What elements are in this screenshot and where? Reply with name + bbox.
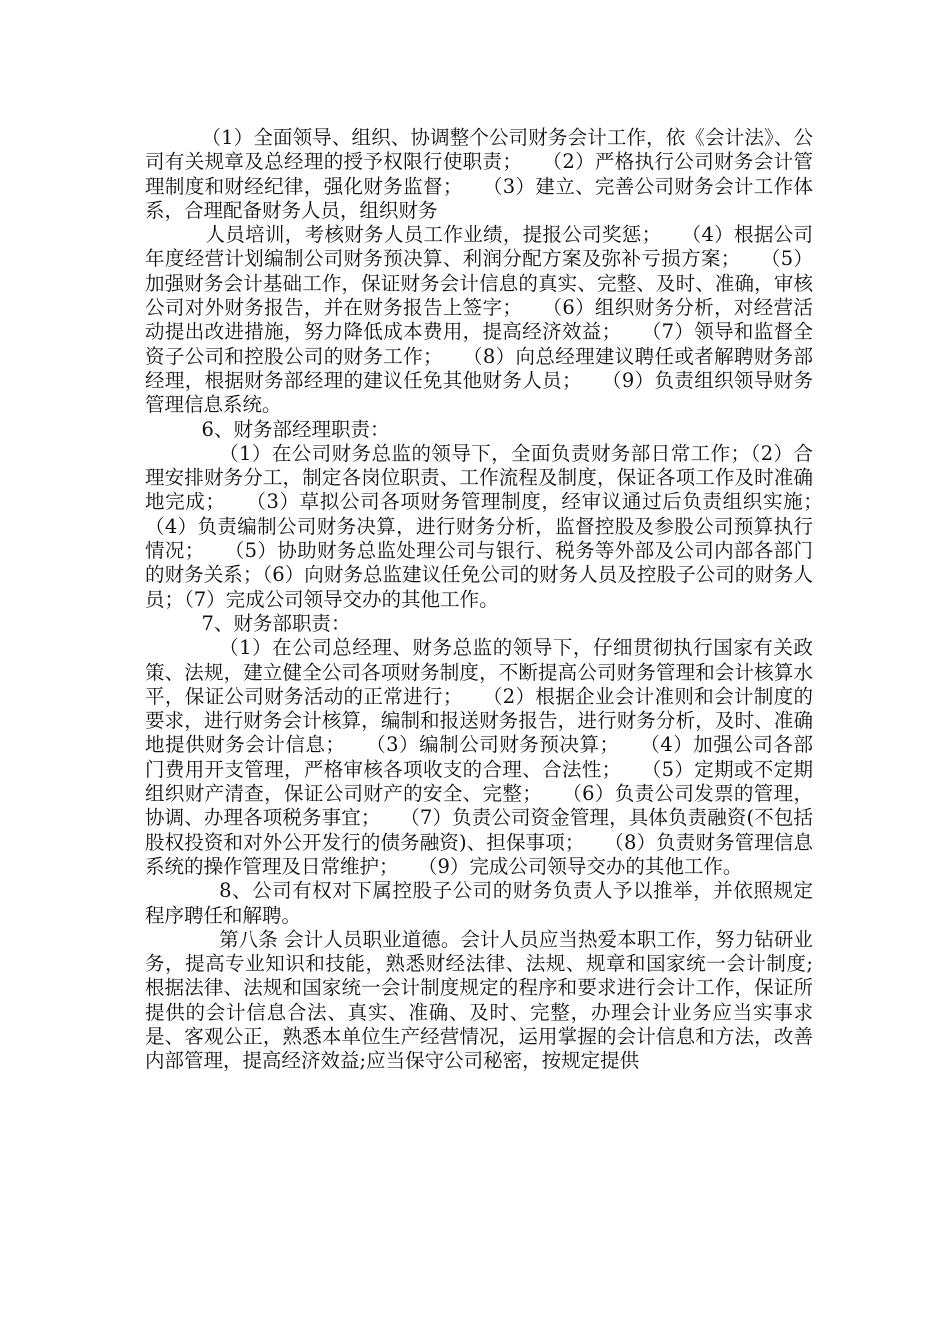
- heading-finance-manager-duties: 6、财务部经理职责：: [201, 417, 390, 441]
- paragraph-article-8-ethics: 第八条 会计人员职业道德。会计人员应当热爱本职工作，努力钻研业务，提高专业知识和技能，熟悉财经法律、法规、规章和国家统一会计制度;根据法律、法规和国家统一会计制度规定的程序和要求进行会计工作，保证所提供的会计信息合法、真实、准确、及时、完整，办理会计业务应当实事求是、客观公正，熟悉本单位生产经营情况，运用掌握的会计信息和方法，改善内部管理，提高经济效益;应当保守公司秘密，按规定提供: [145, 927, 813, 1073]
- paragraph-cfo-duties-1: （1）全面领导、组织、协调整个公司财务会计工作，依《会计法》、公司有关规章及总经理的授予权限行使职责； （2）严格执行公司财务会计管理制度和财经纪律，强化财务监督； （3）建立、完善公司财务会计工作体系，合理配备财务人员，组织财务: [145, 126, 813, 222]
- paragraph-subsidiary-appointment: 8、公司有权对下属控股子公司的财务负责人予以推举，并依照规定程序聘任和解聘。: [145, 879, 813, 927]
- heading-finance-dept-duties: 7、财务部职责：: [201, 611, 351, 635]
- paragraph-finance-dept-duties: （1）在公司总经理、财务总监的领导下，仔细贯彻执行国家有关政策、法规，建立健全公司各项财务制度，不断提高公司财务管理和会计核算水平，保证公司财务活动的正常进行； （2）根据企业会计准则和会计制度的要求，进行财务会计核算，编制和报送财务报告，进行财务分析，及时、准确地提供财务会计信息； （3）编制公司财务预决算； （4）加强公司各部门费用开支管理，严格审核各项收支的合理、合法性； （5）定期或不定期组织财产清查，保证公司财产的安全、完整； （6）负责公司发票的管理，协调、办理各项税务事宜； （7）负责公司资金管理，具体负责融资(不包括股权投资和对外公开发行的债务融资)、担保事项； （8）负责财务管理信息系统的操作管理及日常维护； （9）完成公司领导交办的其他工作。: [145, 636, 813, 878]
- document-body: [145, 126, 853, 1074]
- paragraph-cfo-duties-2: 人员培训，考核财务人员工作业绩，提报公司奖惩； （4）根据公司年度经营计划编制公司财务预决算、利润分配方案及弥补亏损方案； （5）加强财务会计基础工作，保证财务会计信息的真实、完整、及时、准确，审核公司对外财务报告，并在财务报告上签字； （6）组织财务分析，对经营活动提出改进措施，努力降低成本费用，提高经济效益； （7）领导和监督全资子公司和控股公司的财务工作； （8）向总经理建议聘任或者解聘财务部经理，根据财务部经理的建议任免其他财务人员； （9）负责组织领导财务管理信息系统。: [145, 223, 813, 417]
- paragraph-finance-manager-duties: （1）在公司财务总监的领导下，全面负责财务部日常工作；（2）合理安排财务分工，制定各岗位职责、工作流程及制度，保证各项工作及时准确地完成； （3）草拟公司各项财务管理制度，经审议通过后负责组织实施； （4）负责编制公司财务决算，进行财务分析，监督控股及参股公司预算执行情况； （5）协助财务总监处理公司与银行、税务等外部及公司内部各部门的财务关系；（6）向财务总监建议任免公司的财务人员及控股子公司的财务人员；（7）完成公司领导交办的其他工作。: [145, 441, 853, 611]
